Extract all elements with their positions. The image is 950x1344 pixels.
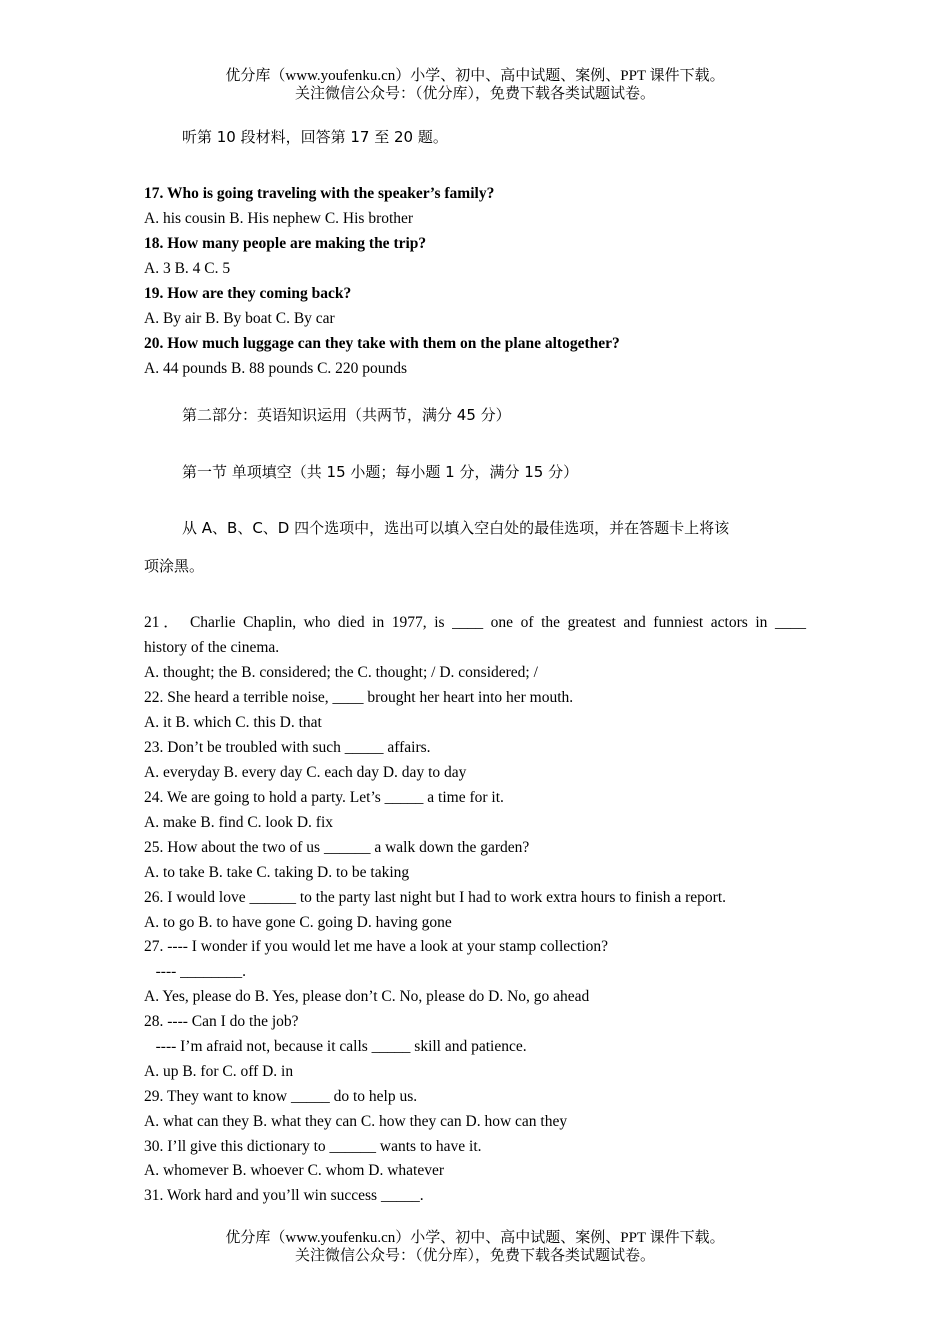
footer-line-1: 优分库（www.youfenku.cn）小学、初中、高中试题、案例、PPT 课件下载。: [225, 1230, 725, 1246]
question-26: 26. I would love ______ to the party last night but I had to work extra hours to finish a report.: [144, 889, 727, 906]
question-21: 21． Charlie Chaplin, who died in 1977, is ____ one of the greatest and funniest actors in ____: [144, 614, 806, 631]
header-line-1: 优分库（www.youfenku.cn）小学、初中、高中试题、案例、PPT 课件下载。: [225, 68, 725, 84]
question-27: 27. ---- I wonder if you would let me have a look at your stamp collection?: [144, 938, 609, 955]
options-25: A. to take B. take C. taking D. to be taking: [144, 864, 410, 881]
options-23: A. everyday B. every day C. each day D. day to day: [144, 764, 467, 781]
options-17: A. his cousin B. His nephew C. His brother: [144, 210, 414, 227]
question-24: 24. We are going to hold a party. Let’s _____ a time for it.: [144, 789, 504, 806]
listening-intro: 听第 10 段材料，回答第 17 至 20 题。: [182, 128, 448, 146]
page-footer: [0, 1229, 950, 1265]
question-19: 19. How are they coming back?: [144, 285, 352, 302]
question-31: 31. Work hard and you’ll win success _____.: [144, 1187, 424, 1204]
question-20: 20. How much luggage can they take with them on the plane altogether?: [144, 335, 620, 352]
header-line-2: 关注微信公众号：（优分库），免费下载各类试题试卷。: [294, 86, 655, 102]
options-28: A. up B. for C. off D. in: [144, 1063, 294, 1080]
question-30: 30. I’ll give this dictionary to ______ wants to have it.: [144, 1138, 482, 1155]
footer-line-2: 关注微信公众号：（优分库），免费下载各类试题试卷。: [294, 1248, 655, 1264]
question-22: 22. She heard a terrible noise, ____ brought her heart into her mouth.: [144, 689, 574, 706]
options-27: A. Yes, please do B. Yes, please don’t C. No, please do D. No, go ahead: [144, 988, 590, 1005]
question-29: 29. They want to know _____ do to help us.: [144, 1088, 418, 1105]
instruction-line-1: 从 A、B、C、D 四个选项中，选出可以填入空白处的最佳选项，并在答题卡上将该: [182, 519, 730, 537]
question-28: 28. ---- Can I do the job?: [144, 1013, 299, 1030]
question-21-cont: history of the cinema.: [144, 639, 280, 656]
options-24: A. make B. find C. look D. fix: [144, 814, 333, 831]
page-header: [0, 67, 950, 103]
instruction-line-2: 项涂黑。: [144, 557, 205, 575]
section1-title: 第一节 单项填空（共 15 小题；每小题 1 分，满分 15 分）: [182, 463, 579, 481]
options-30: A. whomever B. whoever C. whom D. whatever: [144, 1162, 445, 1179]
options-29: A. what can they B. what they can C. how they can D. how can they: [144, 1113, 568, 1130]
options-20: A. 44 pounds B. 88 pounds C. 220 pounds: [144, 360, 408, 377]
options-26: A. to go B. to have gone C. going D. having gone: [144, 914, 452, 931]
options-22: A. it B. which C. this D. that: [144, 714, 322, 731]
question-23: 23. Don’t be troubled with such _____ affairs.: [144, 739, 431, 756]
question-28-reply: ---- I’m afraid not, because it calls _____ skill and patience.: [144, 1038, 527, 1055]
question-17: 17. Who is going traveling with the speaker’s family?: [144, 185, 495, 202]
options-19: A. By air B. By boat C. By car: [144, 310, 335, 327]
question-25: 25. How about the two of us ______ a walk down the garden?: [144, 839, 530, 856]
part2-title: 第二部分：英语知识运用（共两节，满分 45 分）: [182, 406, 511, 424]
question-27-reply: ---- ________.: [144, 963, 247, 980]
options-18: A. 3 B. 4 C. 5: [144, 260, 231, 277]
question-18: 18. How many people are making the trip?: [144, 235, 427, 252]
options-21: A. thought; the B. considered; the C. thought; / D. considered; /: [144, 664, 538, 681]
